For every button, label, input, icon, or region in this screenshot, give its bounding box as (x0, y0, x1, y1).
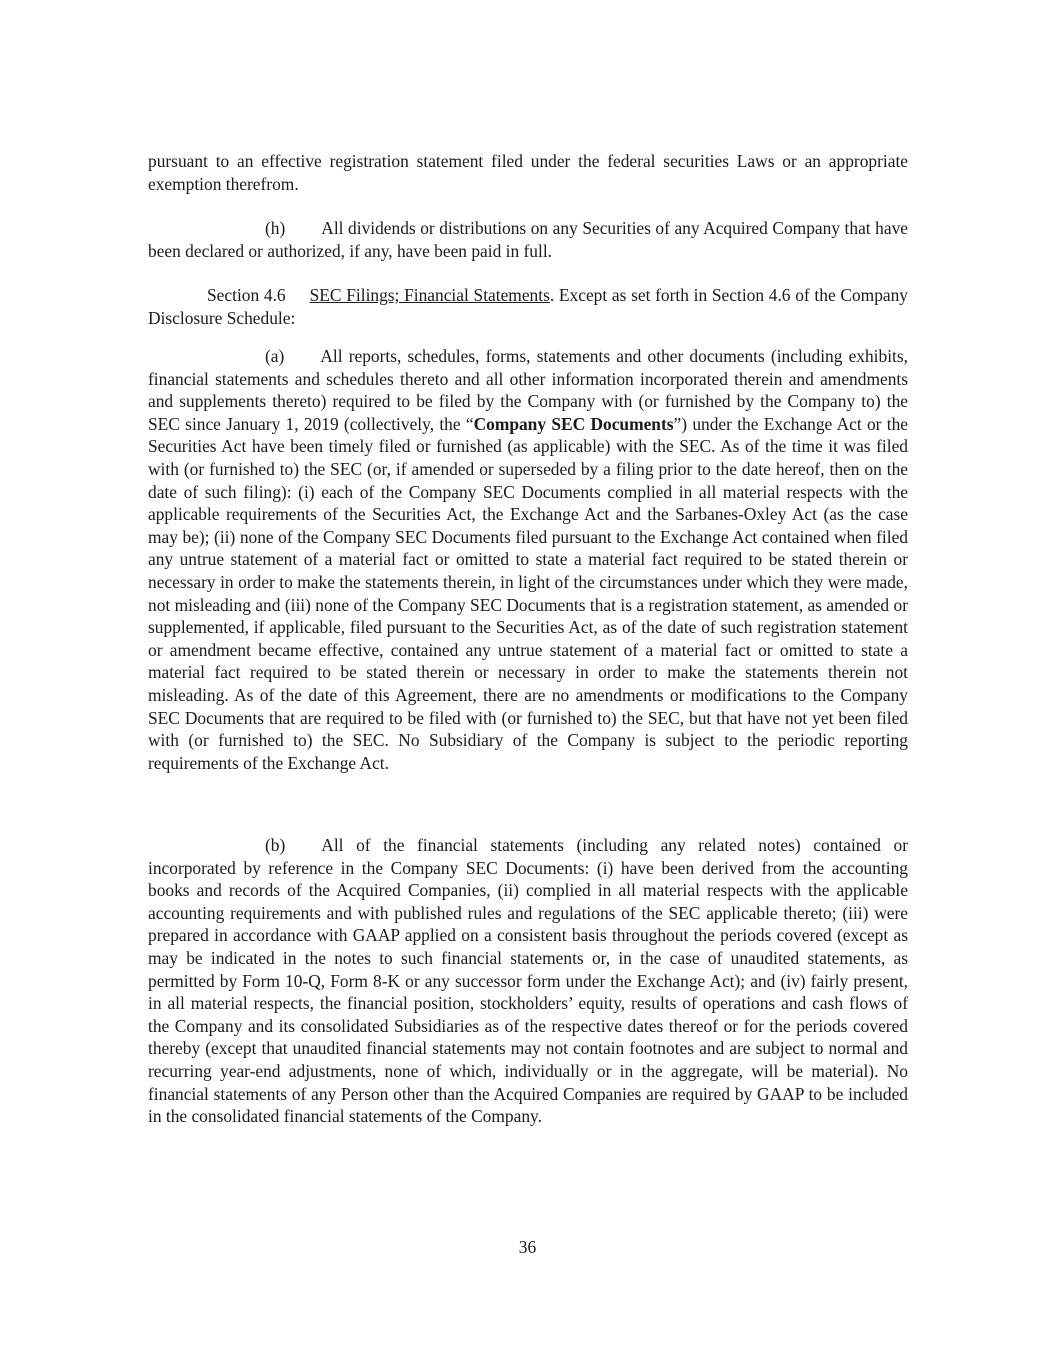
section-4-6-paragraph (148, 284, 908, 329)
paragraph-a-text-before: All reports, schedules, forms, statements and other documents (including exhibits, financial statements and schedules thereto and all other information incorporated therein and amendments and supplements thereto) required to be filed by the Company with (or furnished by the Company to) the SEC since January 1, 2019 (collectively, the “ (148, 346, 908, 434)
continuation-paragraph (148, 150, 908, 195)
page-number: 36 (518, 1237, 537, 1257)
paragraph-b (148, 834, 908, 1128)
section-number: Section 4.6 (207, 285, 286, 305)
defined-term: Company SEC Documents (473, 413, 674, 434)
paragraph-a (148, 345, 908, 774)
paragraph-h (148, 217, 908, 262)
section-intro: . Except as set forth in Section 4.6 of the Company Disclosure Schedule: (148, 285, 908, 328)
paragraph-b-text: All of the financial statements (including any related notes) contained or incorporated by reference in the Company SEC Documents: (i) have been derived from the accounting books and records of the Acquired Companies, (ii) complied in all material respects with the applicable accounting requirements and with published rules and regulations of the SEC applicable thereto; (iii) were prepared in accordance with GAAP applied on a consistent basis throughout the periods covered (except as may be indicated in the notes to such financial statements or, in the case of unaudited statements, as permitted by Form 10-Q, Form 8-K or any successor form under the Exchange Act); and (iv) fairly present, in all material respects, the financial position, stockholders’ equity, results of operations and cash flows of the Company and its consolidated Subsidiaries as of the respective dates thereof or for the periods covered thereby (except that unaudited financial statements may not contain footnotes and are subject to normal and recurring year-end adjustments, none of which, individually or in the aggregate, will be material). No financial statements of any Person other than the Acquired Companies are required by GAAP to be included in the consolidated financial statements of the Company. (148, 835, 908, 1127)
section-heading: SEC Filings; Financial Statements (309, 285, 550, 305)
continuation-text: pursuant to an effective registration statement filed under the federal securities Laws or an appropriate exemption therefrom. (148, 151, 908, 194)
paragraph-a-text-after: ”) under the Exchange Act or the Securities Act have been timely filed or furnished (as applicable) with the SEC. As of the time it was filed with (or furnished to) the SEC (or, if amended or superseded by a filing prior to the date hereof, then on the date of such filing): (i) each of the Company SEC Documents complied in all material respects with the applicable requirements of the Securities Act, the Exchange Act and the Sarbanes-Oxley Act (as the case may be); (ii) none of the Company SEC Documents filed pursuant to the Exchange Act contained when filed any untrue statement of a material fact or omitted to state a material fact required to be stated therein or necessary in order to make the statements therein, in light of the circumstances under which they were made, not misleading and (iii) none of the Company SEC Documents that is a registration statement, as amended or supplemented, if applicable, filed pursuant to the Securities Act, as of the date of such registration statement or amendment became effective, contained any untrue statement of a material fact or omitted to state a material fact required to be stated therein or necessary in order to make the statements therein not misleading. As of the date of this Agreement, there are no amendments or modifications to the Company SEC Documents that are required to be filed with (or furnished to) the SEC, but that have not yet been filed with (or furnished to) the SEC. No Subsidiary of the Company is subject to the periodic reporting requirements of the Exchange Act. (148, 413, 908, 773)
paragraph-a-label: (a) (265, 346, 285, 366)
paragraph-h-label: (h) (265, 218, 286, 238)
paragraph-b-label: (b) (265, 835, 286, 855)
paragraph-h-text: All dividends or distributions on any Securities of any Acquired Company that have been declared or authorized, if any, have been paid in full. (148, 218, 908, 261)
